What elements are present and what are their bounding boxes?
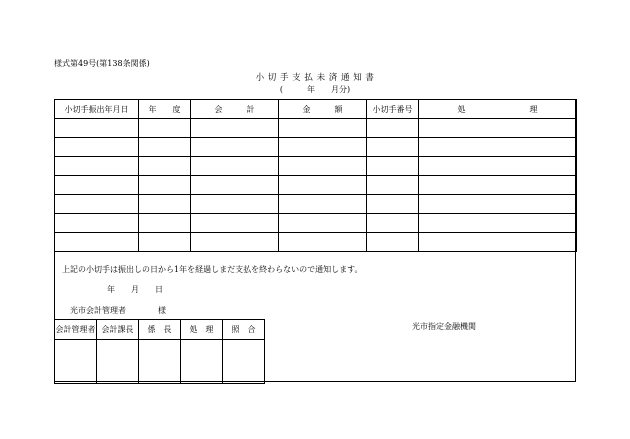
table-row [55, 195, 577, 214]
header-issue-date: 小切手振出年月日 [55, 100, 139, 119]
table-cell[interactable] [191, 176, 279, 195]
table-cell[interactable] [191, 233, 279, 252]
header-fiscal-year: 年 度 [139, 100, 191, 119]
table-cell[interactable] [419, 157, 577, 176]
table-cell[interactable] [419, 195, 577, 214]
table-cell[interactable] [367, 176, 419, 195]
document-title: 小 切 手 支 払 未 済 通 知 書 [255, 73, 375, 83]
table-cell[interactable] [139, 195, 191, 214]
table-row [55, 138, 577, 157]
table-cell[interactable] [367, 214, 419, 233]
stamp-box[interactable] [97, 340, 139, 384]
table-cell[interactable] [367, 157, 419, 176]
unpaid-checks-table [54, 99, 577, 252]
table-cell[interactable] [419, 176, 577, 195]
table-cell[interactable] [279, 138, 367, 157]
stamp-header-processing: 処 理 [181, 320, 223, 340]
stamp-box[interactable] [55, 340, 97, 384]
table-cell[interactable] [191, 138, 279, 157]
header-amount: 金 額 [279, 100, 367, 119]
stamp-box-row [55, 340, 265, 384]
table-cell[interactable] [367, 138, 419, 157]
table-cell[interactable] [55, 119, 139, 138]
date-line: 年 月 日 [107, 285, 163, 294]
table-cell[interactable] [279, 195, 367, 214]
table-cell[interactable] [279, 214, 367, 233]
table-cell[interactable] [367, 233, 419, 252]
table-row [55, 233, 577, 252]
table-cell[interactable] [279, 233, 367, 252]
stamp-header-accounting-manager: 会計管理者 [55, 320, 97, 340]
table-cell[interactable] [55, 233, 139, 252]
table-cell[interactable] [55, 157, 139, 176]
table-cell[interactable] [279, 176, 367, 195]
table-cell[interactable] [279, 157, 367, 176]
table-row [55, 119, 577, 138]
stamp-box[interactable] [139, 340, 181, 384]
period-line: ( 年 月分) [279, 85, 351, 94]
table-cell[interactable] [139, 119, 191, 138]
table-row [55, 157, 577, 176]
table-cell[interactable] [419, 138, 577, 157]
notice-text: 上記の小切手は振出しの日から1年を経過しまだ支払を終わらないので通知します。 [62, 265, 363, 274]
table-cell[interactable] [191, 214, 279, 233]
table-cell[interactable] [367, 119, 419, 138]
table-cell[interactable] [139, 214, 191, 233]
addressee-line: 光市会計管理者 様 [70, 306, 166, 315]
stamp-box[interactable] [223, 340, 265, 384]
table-cell[interactable] [139, 176, 191, 195]
stamp-header-row [55, 320, 265, 340]
header-processing: 処 理 [419, 100, 577, 119]
table-cell[interactable] [139, 157, 191, 176]
table-cell[interactable] [419, 233, 577, 252]
table-cell[interactable] [55, 176, 139, 195]
form-number-label: 様式第49号(第138条関係) [54, 59, 150, 68]
table-cell[interactable] [191, 157, 279, 176]
table-cell[interactable] [139, 233, 191, 252]
table-row [55, 176, 577, 195]
table-header-row [55, 100, 577, 119]
table-cell[interactable] [419, 119, 577, 138]
designated-bank-label: 光市指定金融機関 [412, 322, 476, 331]
stamp-header-unit-chief: 係 長 [139, 320, 181, 340]
table-cell[interactable] [279, 119, 367, 138]
stamp-header-section-chief: 会計課長 [97, 320, 139, 340]
table-cell[interactable] [191, 195, 279, 214]
table-cell[interactable] [419, 214, 577, 233]
table-row [55, 214, 577, 233]
header-check-number: 小切手番号 [367, 100, 419, 119]
table-cell[interactable] [367, 195, 419, 214]
table-cell[interactable] [139, 138, 191, 157]
table-cell[interactable] [191, 119, 279, 138]
table-cell[interactable] [55, 138, 139, 157]
approval-stamp-table [54, 319, 265, 384]
stamp-header-verification: 照 合 [223, 320, 265, 340]
header-account: 会 計 [191, 100, 279, 119]
table-cell[interactable] [55, 214, 139, 233]
table-cell[interactable] [55, 195, 139, 214]
stamp-box[interactable] [181, 340, 223, 384]
